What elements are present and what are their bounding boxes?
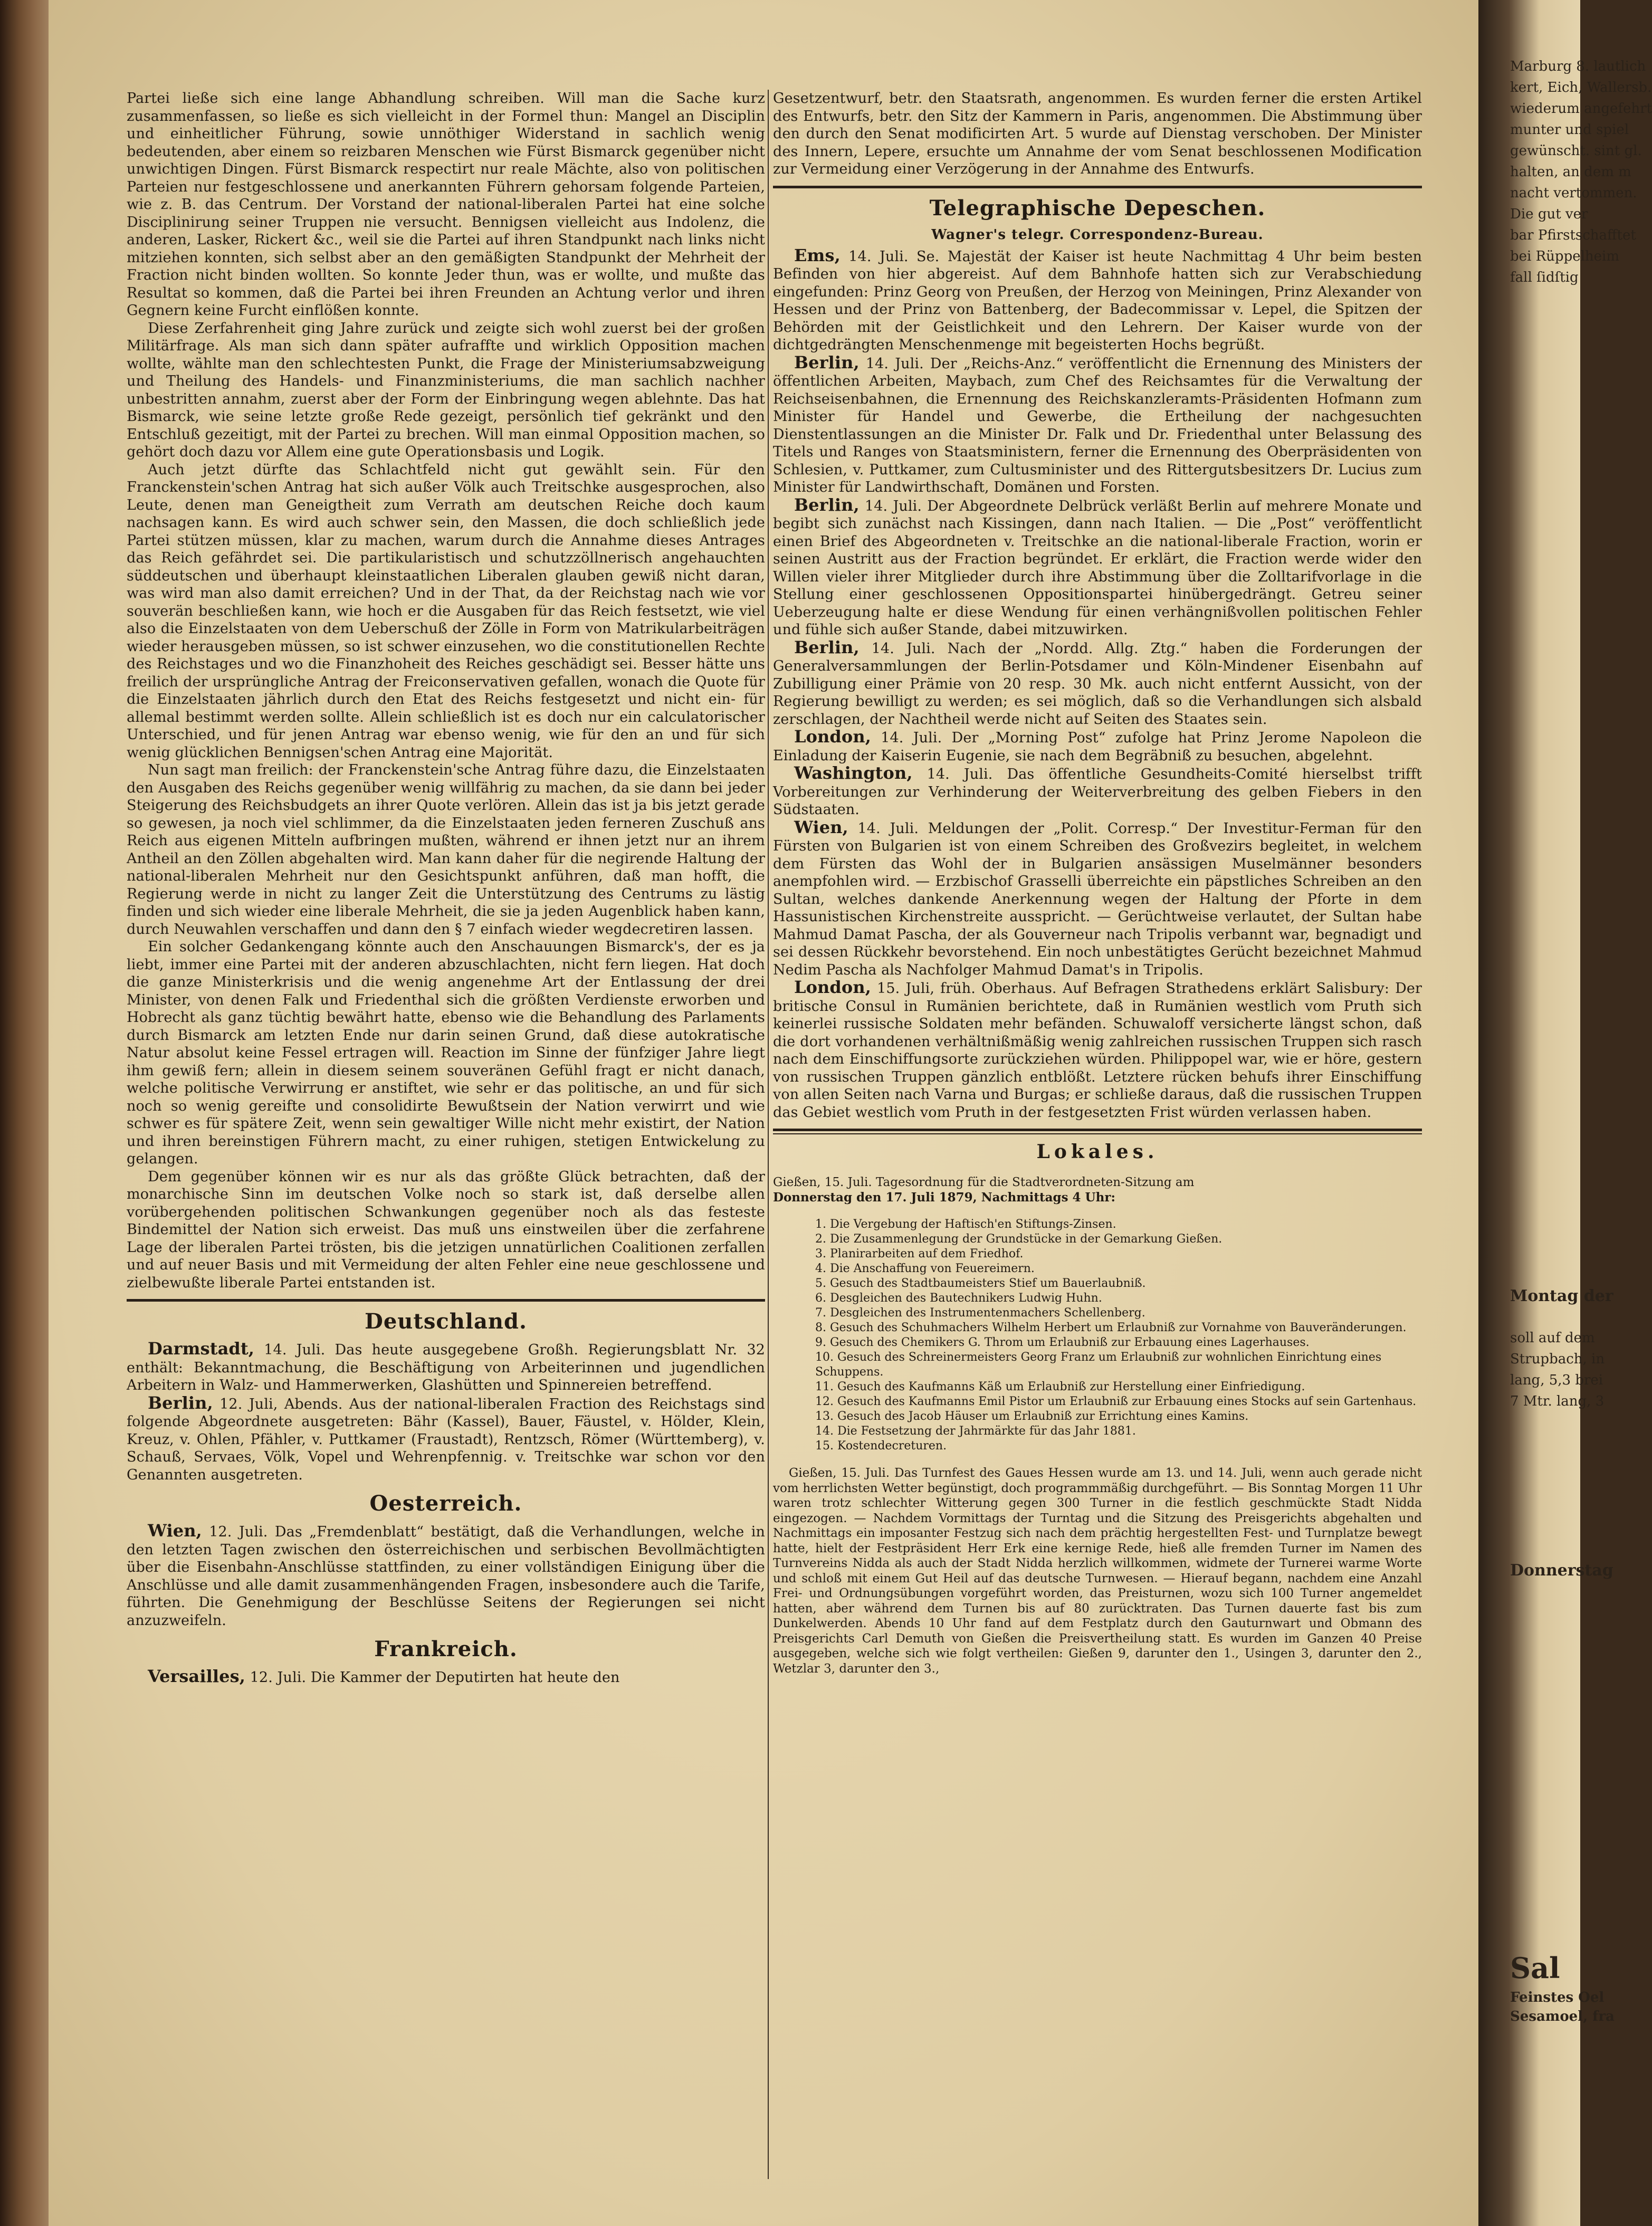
news-place: Wien, <box>148 1521 202 1541</box>
agenda-item: 7. Desgleichen des Instrumentenmachers Schellenberg. <box>815 1306 1145 1320</box>
edge-fragment: fall ſidſtig <box>1510 270 1579 285</box>
edge-fragment: halten, an dem m <box>1510 164 1631 180</box>
agenda-item: 2. Die Zusammenlegung der Grundstücke in der Gemarkung Gießen. <box>815 1233 1223 1246</box>
section-title-oesterreich: Oesterreich. <box>369 1491 522 1516</box>
article-paragraph: Dem gegenüber können wir es nur als das größte Glück betrachten, daß der monarchische Sinn im deutschen Volke noch so stark ist, daß derselbe allen vorübergehenden politischen Schwankungen gegenüber noch als das festeste Bindemittel der Nation sich erweist. Das muß uns einstweilen über die zerfahrene Lage der liberalen Partei trösten, bis die jetzigen unnatürlichen Coalitionen zerfallen und auf neuer Basis und mit Vermeidung der alten Fehler eine neue geschlossene und zielbewußte liberale Partei entstanden ist. <box>127 1168 765 1291</box>
edge-fragment: bar Pfirstschafftet <box>1510 227 1636 243</box>
agenda-item: 15. Kostendecreturen. <box>815 1439 947 1453</box>
news-item <box>773 496 1422 639</box>
lokales-turnfest: Gießen, 15. Juli. Das Turnfest des Gaues Hessen wurde am 13. und 14. Juli, wenn auch gerade nicht vom herrlichsten Wetter begünstigt, doch programmmäßig durchgeführt. — Bis Sonntag Morgen 11 Uhr waren trotz schlechter Witterung gegen 300 Turner in die festlich geschmückte Stadt Nidda eingezogen. — Nachdem Vormittags der Turntag und die Sitzung des Preisgerichts abgehalten und Nachmittags ein imposanter Festzug sich nach dem prächtig hergestellten Fest- und Turnplatze bewegt hatte, hielt der Festpräsident Herr Erk eine kernige Rede, hieß alle fremden Turner im Namen des Turnvereins Nidda als auch der Stadt Nidda herzlich willkommen, widmete der Turnerei warme Worte und schloß mit einem Gut Heil auf das deutsche Turnwesen. — Hierauf begann, nachdem eine Anzahl Frei- und Ordnungsübungen vorgeführt worden, das Preisturnen, wozu sich 100 Turner angemeldet hatten, aber während dem Turnen bis auf 80 zurücktraten. Das Turnen dauerte fast bis zum Dunkelwerden. Abends 10 Uhr fand auf dem Festplatz durch den Gauturnwart und Obmann des Preisgerichts Carl Demuth von Gießen die Preisvertheilung statt. Es wurden im Ganzen 40 Preise ausgegeben, welche sich wie folgt vertheilen: Gießen 9, darunter den 1., Usingen 3, darunter den 2., Wetzlar 3, darunter den 3., <box>773 1466 1422 1676</box>
edge-fragment: Feinstes Oel <box>1510 1990 1605 2005</box>
section-title-lokales: Lokales. <box>1036 1141 1159 1163</box>
news-place: Berlin, <box>794 494 860 515</box>
edge-fragment: gewünscht. sint gl. <box>1510 143 1642 159</box>
news-item <box>773 728 1422 765</box>
news-item <box>773 765 1422 819</box>
edge-fragment: Donnerstag <box>1510 1561 1613 1580</box>
agenda-item: 3. Planirarbeiten auf dem Friedhof. <box>815 1247 1024 1260</box>
section-divider <box>773 186 1422 188</box>
agenda-item: 11. Gesuch des Kaufmanns Käß um Erlaubniß zur Herstellung einer Einfriedigung. <box>815 1380 1305 1393</box>
adjacent-page-edge <box>1478 0 1652 2226</box>
article-paragraph: Ein solcher Gedankengang könnte auch den Anschauungen Bismarck's, der es ja liebt, immer eine Partei mit der anderen abzuschlachten, nicht fern liegen. Hat doch die ganze Ministerkrisis und die wenig angenehme Art der Entlassung der drei Minister, von denen Falk und Friedenthal sich die größten Verdienste erworben und Hobrecht als ganz tüchtig bewährt hatte, ebenso wie die Behandlung des Parlaments durch Bismarck am letzten Ende nur darin seinen Grund, daß diese autokratische Natur absolut keine Fessel ertragen will. Reaction im Sinne der fünfziger Jahre liegt ihm gewiß fern; allein in diesem seinem souveränen Gefühl fragt er nicht danach, welche politische Verwirrung er anstiftet, wie sehr er das politische, an und für sich noch so wenig gereifte und consolidirte Bewußtsein der Nation verwirrt und wie schwer es für spätere Zeit, wenn sein gewaltiger Wille nicht mehr existirt, der Nation und ihren bereinstigen Führern macht, zu einer ruhigen, stetigen Entwickelung zu gelangen. <box>127 939 765 1167</box>
news-text: 14. Juli. Se. Majestät der Kaiser ist heute Nachmittag 4 Uhr beim besten Befinden von hier abgereist. Auf dem Bahnhofe hatten sich zur Verabschiedung eingefunden: Prinz Georg von Preußen, der Herzog von Meiningen, Prinz Alexander von Hessen und der Prinz von Battenberg, der Badecommissar v. Lepel, die Spitzen der Behörden mit der Geistlichkeit und den Lehrern. Der Kaiser wurde von der dichtgedrängten Menschenmenge mit begeisterten Hochs begrüßt. <box>773 248 1422 353</box>
section-title-deutschland: Deutschland. <box>365 1309 527 1334</box>
left-column <box>127 90 765 1687</box>
section-divider <box>127 1299 765 1302</box>
agenda-item: 12. Gesuch des Kaufmanns Emil Pistor um Erlaubniß zur Erbauung eines Stocks auf sein Gartenhaus. <box>815 1395 1417 1408</box>
news-item <box>773 354 1422 496</box>
book-binding <box>0 0 49 2226</box>
section-divider <box>773 1133 1422 1134</box>
article-paragraph: Diese Zerfahrenheit ging Jahre zurück und zeigte sich wohl zuerst bei der großen Militärfrage. Als man sich dann später aufraffte und wirklich Opposition machen wollte, wählte man den schlechtesten Punkt, die Frage der Ministeriumsabzweigung und Theilung des Handels- und Finanzministeriums, die man sachlich nachher unbestritten annahm, zuerst aber der Form der Einbringung wegen ablehnte. Das hat Bismarck, wie seine letzte große Rede gezeigt, persönlich tief gekränkt und den Entschluß gezeitigt, mit der Partei zu brechen. Will man einmal Opposition machen, so gehört doch dazu vor Allem eine gute Operationsbasis und Logik. <box>127 320 765 460</box>
edge-fragment: Sesamoel, fra <box>1510 2009 1615 2024</box>
section-title-telegraph: Telegraphische Depeschen. <box>929 195 1266 221</box>
edge-fragment: bei Rüppelheim <box>1510 249 1620 264</box>
lokales-date: Donnerstag den 17. Juli 1879, Nachmittags 4 Uhr: <box>773 1190 1115 1205</box>
news-place: Berlin, <box>794 637 860 657</box>
edge-fragment: soll auf dem <box>1510 1330 1595 1346</box>
edge-fragment: lang, 5,3 brei <box>1510 1372 1603 1388</box>
agenda-item: 14. Die Festsetzung der Jahrmärkte für das Jahr 1881. <box>815 1425 1136 1438</box>
news-item <box>773 639 1422 729</box>
news-text: 14. Juli. Nach der „Nordd. Allg. Ztg.“ haben die Forderungen der Generalversammlungen der Berlin-Potsdamer und Köln-Mindener Eisenbahn auf Zubilligung einer Prämie von 20 resp. 30 Mk. auch nicht entfernt Aussicht, von der Regierung bewilligt zu werden; es sei möglich, daß so die Verhandlungen sich alsbald zerschlagen, der Nachtheil werde nicht auf Seiten des Staates sein. <box>773 640 1422 728</box>
edge-fragment: kert, Eich, Wallersb. <box>1510 80 1652 95</box>
news-item <box>773 979 1422 1121</box>
edge-fragment: wiederum angefehrt <box>1510 101 1652 117</box>
news-text: 14. Juli. Das öffentliche Gesundheits-Comité hierselbst trifft Vorbereitungen zur Verhinderung der Weiterverbreitung des gelben Fiebers in den Südstaaten. <box>773 766 1422 818</box>
agenda-item: 4. Die Anschaffung von Feuereimern. <box>815 1262 1035 1275</box>
news-text: 12. Juli. Die Kammer der Deputirten hat heute den <box>250 1669 620 1686</box>
news-text: 12. Juli, Abends. Aus der national-liberalen Fraction des Reichstags sind folgende Abgeordnete ausgetreten: Bähr (Kassel), Bauer, Fäustel, v. Hölder, Klein, Kreuz, v. Ohlen, Pfähler, v. Puttkamer (Fraustadt), Rentzsch, Römer (Württemberg), v. Schauß, Servaes, Völk, Vopel und Wehrenpfennig. v. Treitschke war schon vor den Genannten ausgetreten. <box>127 1396 765 1483</box>
edge-fragment: Montag der <box>1510 1287 1613 1305</box>
article-paragraph: Nun sagt man freilich: der Franckenstein'sche Antrag führe dazu, die Einzelstaaten den Ausgaben des Reichs gegenüber wenig willfährig zu machen, da sie dann bei jeder Steigerung des Reichsbudgets an ihrer Quote verlören. Allein das ist ja bis jetzt gerade so gewesen, ja noch viel schlimmer, da die Einzelstaaten jeden ferneren Zuschuß ans Reich aus eigenen Mitteln aufbringen mußten, während er ihnen jetzt nur an ihrem Antheil an den Zöllen abgehalten wird. Man kann daher für die negirende Haltung der national-liberalen Mehrheit nur den Gesichtspunkt anführen, daß man hofft, die Regierung werde in nicht zu langer Zeit die Unterstützung des Centrums zu lästig finden und sich wieder eine liberale Mehrheit, die sie ja jeden Augenblick haben kann, durch Neuwahlen verschaffen und dann den § 7 einfach wieder wegdecretiren lassen. <box>127 762 765 938</box>
section-title-frankreich: Frankreich. <box>374 1637 518 1661</box>
right-column <box>773 90 1422 1688</box>
news-place: Darmstadt, <box>148 1339 255 1359</box>
edge-fragment: Sal <box>1510 1951 1560 1985</box>
news-item <box>773 819 1422 979</box>
news-item <box>773 247 1422 354</box>
agenda-list <box>773 1217 1422 1454</box>
news-item <box>127 1340 765 1394</box>
news-text: 14. Juli. Das heute ausgegebene Großh. Regierungsblatt Nr. 32 enthält: Bekanntmachung, die Beschäftigung von Arbeiterinnen und jugendlichen Arbeitern in Walz- und Hammerwerken, Glashütten und Spinnereien betreffend. <box>127 1342 766 1393</box>
agenda-item: 10. Gesuch des Schreinermeisters Georg Franz um Erlaubniß zur wohnlichen Einrichtung eines Schuppens. <box>815 1351 1382 1379</box>
news-place: Berlin, <box>794 352 860 372</box>
article-paragraph: Gesetzentwurf, betr. den Staatsrath, angenommen. Es wurden ferner die ersten Artikel des Entwurfs, betr. den Sitz der Kammern in Paris, angenommen. Die Abstimmung über den durch den Senat modificirten Art. 5 wurde auf Dienstag verschoben. Der Minister des Innern, Lepere, ersuchte um Annahme der vom Senat beschlossenen Modification zur Vermeidung einer Verzögerung in der Annahme des Entwurfs. <box>773 90 1422 177</box>
news-item <box>127 1668 765 1687</box>
edge-fragment: Die gut ver <box>1510 206 1588 222</box>
edge-fragment: Strupbach, in <box>1510 1351 1605 1367</box>
news-item <box>127 1394 765 1484</box>
news-place: Ems, <box>794 245 841 265</box>
news-place: London, <box>794 727 871 747</box>
news-item <box>127 1522 765 1629</box>
section-subtitle-telegraph: Wagner's telegr. Correspondenz-Bureau. <box>931 226 1264 243</box>
agenda-item: 6. Desgleichen des Bautechnikers Ludwig Huhn. <box>815 1292 1102 1305</box>
article-paragraph: Partei ließe sich eine lange Abhandlung schreiben. Will man die Sache kurz zusammenfassen, so ließe es sich vielleicht in der Formel thun: Mangel an Disciplin und einheitlicher Führung, sowie unnöthiger Widerstand in sachlich wenig bedeutenden, aber einem so reizbaren Menschen wie Fürst Bismarck gegenüber nicht unwichtigen Dingen. Fürst Bismarck respectirt nur reale Mächte, also von politischen Parteien nur festgeschlossene und anerkannten Führern gehorsam folgende Parteien, wie z. B. das Centrum. Der Vorstand der national-liberalen Partei hat eine solche Disciplinirung seiner Truppen nie versucht. Bennigsen vielleicht aus Indolenz, die anderen, Lasker, Rickert &c., weil sie die Partei auf ihren Standpunkt nach links nicht mitziehen konnten, sich selbst aber an den gemäßigten Standpunkt der Mehrheit der Fraction nicht binden wollten. So konnte Jeder thun, was er wollte, und mußte das Resultat so kommen, daß die Partei bei ihren Freunden an Achtung verlor und ihren Gegnern keine Furcht einflößen konnte. <box>127 90 765 319</box>
edge-fragment: munter und spiel <box>1510 122 1629 138</box>
news-text: 14. Juli. Meldungen der „Polit. Corresp.“ Der Investitur-Ferman für den Fürsten von Bulgarien ist von einem Schreiben des Großvezirs begleitet, in welchem dem Fürsten das Wohl der in Bulgarien ansässigen Muselmänner besonders anempfohlen wird. — Erzbischof Grasselli überreichte ein päpstliches Schreiben an den Sultan, welches dankende Anerkennung wegen der Haltung der Pforte in dem Hassunistischen Kirchenstreite ausspricht. — Gerüchtweise verlautet, der Sultan habe Mahmud Damat Pascha, der als Gouverneur nach Tripolis verbannt war, begnadigt und sei dessen Rückkehr bevorstehend. Ein noch unbestätigtes Gerücht bezeichnet Mahmud Nedim Pascha als Nachfolger Mahmud Damat's in Tripolis. <box>773 820 1422 978</box>
lokales-intro <box>773 1175 1422 1205</box>
news-place: Berlin, <box>148 1392 213 1413</box>
agenda-item: 13. Gesuch des Jacob Häuser um Erlaubniß zur Errichtung eines Kamins. <box>815 1410 1249 1423</box>
news-text: 15. Juli, früh. Oberhaus. Auf Befragen Strathedens erklärt Salisbury: Der britische Consul in Rumänien berichtete, daß in Rumänien westlich vom Pruth sich keinerlei russische Soldaten mehr befänden. Schuwaloff versicherte längst schon, daß die dort vorhandenen verhältnißmäßig wenig zahlreichen russischen Truppen sich rasch nach dem Einschiffungsorte zurückziehen würden. Philippopel war, wie er höre, gestern von russischen Truppen gänzlich entblößt. Letztere rücken behufs ihrer Einschiffung von allen Seiten nach Varna und Burgas; er schließe daraus, daß die russischen Truppen das Gebiet westlich vom Pruth in der festgesetzten Frist würden verlassen haben. <box>773 980 1422 1121</box>
news-text: 12. Juli. Das „Fremdenblatt“ bestätigt, daß die Verhandlungen, welche in den letzten Tagen zwischen den österreichischen und serbischen Bevollmächtigten über die Eisenbahn-Anschlüsse stattfinden, zu einer vollständigen Einigung über die Anschlüsse und alle damit zusammenhängenden Fragen, insbesondere auch die Tarife, führten. Die Genehmigung der Beschlüsse Seitens der Regierungen sei nicht anzuzweifeln. <box>127 1524 765 1629</box>
news-text: 14. Juli. Der „Morning Post“ zufolge hat Prinz Jerome Napoleon die Einladung der Kaiserin Eugenie, sie nach dem Begräbniß zu besuchen, abgelehnt. <box>773 730 1422 764</box>
news-place: London, <box>794 977 871 997</box>
lokales-intro-text: Gießen, 15. Juli. Tagesordnung für die Stadtverordneten-Sitzung am <box>773 1176 1195 1189</box>
column-divider <box>768 90 769 2179</box>
edge-fragment: Marburg 8. lautlich <box>1510 59 1646 74</box>
news-text: 14. Juli. Der „Reichs-Anz.“ veröffentlicht die Ernennung des Ministers der öffentlichen Arbeiten, Maybach, zum Chef des Reichsamtes für die Verwaltung der Reichseisenbahnen, die Ernennung des Reichskanzleramts-Präsidenten Hofmann zum Minister für Handel und Gewerbe, die Ertheilung der nachgesuchten Dienstentlassungen an die Minister Dr. Falk und Dr. Friedenthal unter Belassung des Titels und Ranges von Staatsministern, ferner die Ernennung des Oberpräsidenten von Schlesien, v. Puttkamer, zum Cultusminister und des Rittergutsbesitzers Dr. Lucius zum Minister für Landwirthschaft, Domänen und Forsten. <box>773 355 1422 495</box>
news-place: Versailles, <box>148 1666 245 1686</box>
news-text: 14. Juli. Der Abgeordnete Delbrück verläßt Berlin auf mehrere Monate und begibt sich zunächst nach Kissingen, dann nach Italien. — Die „Post“ veröffentlicht einen Brief des Abgeordneten v. Treitschke an die national-liberale Fraction, worin er seinen Austritt aus der Fraction begründet. Er erklärt, die Fraction werde wider den Willen vieler ihrer Mitglieder durch ihre Abstimmung über die Zolltarifvorlage in die Stellung einer geschlossenen Oppositionspartei hinübergedrängt. Getreu seiner Ueberzeugung halte er diese Wendung für einen verhängnißvollen politischen Fehler und fühle sich außer Stande, dabei mitzuwirken. <box>773 498 1422 638</box>
edge-fragment: 7 Mtr. lang, 3 <box>1510 1393 1605 1409</box>
agenda-item: 9. Gesuch des Chemikers G. Throm um Erlaubniß zur Erbauung eines Lagerhauses. <box>815 1336 1310 1349</box>
news-place: Washington, <box>794 763 913 783</box>
section-divider <box>773 1129 1422 1131</box>
agenda-item: 8. Gesuch des Schuhmachers Wilhelm Herbert um Erlaubniß zur Vornahme von Bauveränderungen. <box>815 1321 1407 1334</box>
article-paragraph: Auch jetzt dürfte das Schlachtfeld nicht gut gewählt sein. Für den Franckenstein'schen Antrag hat sich außer Völk auch Treitschke ausgesprochen, also Leute, denen man Geneigtheit zum Verrath am deutschen Reiche doch kaum nachsagen kann. Es wird auch schwer sein, den Massen, die doch schließlich jede Partei stützen müssen, klar zu machen, warum durch die Annahme dieses Antrages das Reich gefährdet sei. Die partikularistisch und schutzzöllnerisch angehauchten süddeutschen und überhaupt kleinstaatlichen Liberalen glauben gewiß nicht daran, was wird man also damit erreichen? Und in der That, da der Reichstag nach wie vor souverän beschließen kann, wie hoch er die Ausgaben für das Reich festsetzt, wie viel also die Einzelstaaten von dem Ueberschuß der Zölle in Form von Matrikularbeiträgen wieder herausgeben müssen, so ist schwer einzusehen, wo die constitutionellen Rechte des Reichstages und wo die Finanzhoheit des Reiches geschädigt sei. Besser hätte uns freilich der ursprüngliche Antrag der Freiconservativen gefallen, wonach die Quote für die Einzelstaaten jährlich durch den Etat des Reichs festgesetzt und nicht ein- für allemal bestimmt werden sollte. Allein schließlich ist es doch nur ein calculatorischer Unterschied, und für jenen Antrag war ebenso wenig, wie für den an und für sich wenig glücklichen Bennigsen'schen Antrag eine Majorität. <box>127 461 765 761</box>
agenda-item: 5. Gesuch des Stadtbaumeisters Stief um Bauerlaubniß. <box>815 1277 1146 1290</box>
news-place: Wien, <box>794 817 848 837</box>
edge-fragment: nacht vertommen. <box>1510 185 1637 201</box>
agenda-item: 1. Die Vergebung der Haftisch'en Stiftungs-Zinsen. <box>815 1218 1116 1231</box>
